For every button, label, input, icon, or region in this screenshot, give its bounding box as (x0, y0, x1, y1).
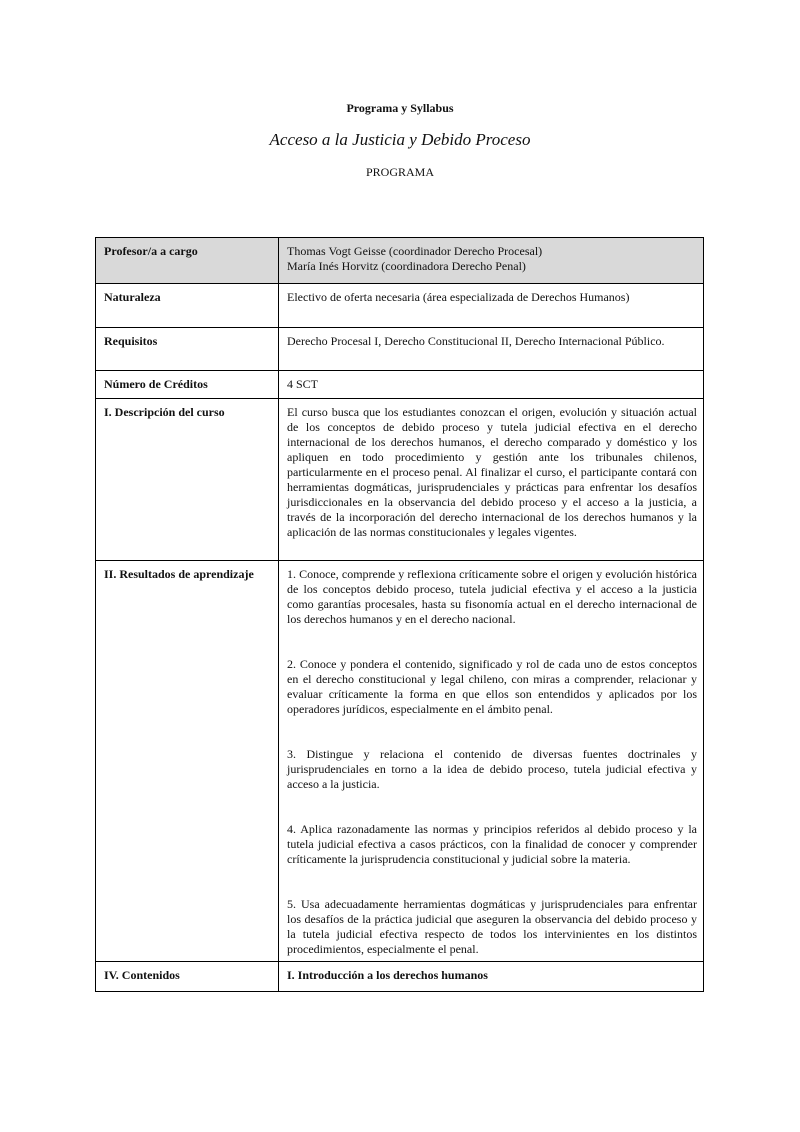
row-naturaleza (96, 284, 704, 328)
row-creditos (96, 371, 704, 399)
professor-2: María Inés Horvitz (coordinadora Derecho Penal) (287, 259, 526, 273)
program-table (95, 237, 704, 992)
row-value: I. Introducción a los derechos humanos (279, 962, 704, 992)
row-label: Naturaleza (96, 284, 279, 328)
row-value (279, 561, 704, 962)
row-contenidos (96, 962, 704, 992)
row-label: II. Resultados de aprendizaje (96, 561, 279, 962)
row-value (279, 238, 704, 284)
learning-outcome: 4. Aplica razonadamente las normas y principios referidos al debido proceso y la tutela judicial efectiva a casos prácticos, con la finalidad de conocer y comprender críticamente la jurisprudencia constitucional y judicial sobre la materia. (287, 822, 697, 866)
row-label: Número de Créditos (96, 371, 279, 399)
row-value: El curso busca que los estudiantes conozcan el origen, evolución y situación actual de los conceptos de debido proceso y tutela judicial efectiva en el derecho internacional de los derechos humanos, el derecho comparado y doméstico y los apliquen en todo procedimiento y gestión ante los tribunales chilenos, particularmente en el proceso penal. Al finalizar el curso, el participante contará con herramientas dogmáticas, jurisprudenciales y prácticas para enfrentar los desafíos jurisdiccionales en la observancia del debido proceso y el acceso a la justicia, a través de la incorporación del derecho internacional de los derechos humanos y la aplicación de las normas constitucionales y legales vigentes. (279, 399, 704, 561)
row-value: 4 SCT (279, 371, 704, 399)
row-label: I. Descripción del curso (96, 399, 279, 561)
professor-1: Thomas Vogt Geisse (coordinador Derecho Procesal) (287, 244, 543, 258)
row-label: Profesor/a a cargo (96, 238, 279, 284)
document-label: Programa y Syllabus (346, 101, 454, 115)
row-value: Electivo de oferta necesaria (área especializada de Derechos Humanos) (279, 284, 704, 328)
learning-outcome: 1. Conoce, comprende y reflexiona críticamente sobre el origen y evolución histórica de los conceptos debido proceso, tutela judicial efectiva y el acceso a la justicia como garantías procesales, hasta su fisonomía actual en el derecho internacional de los derechos humanos y en el derecho nacional. (287, 567, 697, 626)
row-profesor (96, 238, 704, 284)
learning-outcome: 2. Conoce y pondera el contenido, significado y rol de cada uno de estos conceptos en el derecho constitucional y legal chileno, con miras a comprender, relacionar y evaluar críticamente la forma en que ellos son entendidos y aplicados por los operadores jurídicos, especialmente en el ámbito penal. (287, 657, 697, 716)
row-descripcion (96, 399, 704, 561)
learning-outcome: 5. Usa adecuadamente herramientas dogmáticas y jurisprudenciales para enfrentar los desafíos de la práctica judicial que aseguren la observancia del debido proceso y la tutela judicial efectiva respecto de todos los intervinientes en los distintos procedimientos, especialmente el penal. (287, 897, 697, 956)
course-title: Acceso a la Justicia y Debido Proceso (269, 130, 531, 149)
row-label: Requisitos (96, 328, 279, 371)
learning-outcome: 3. Distingue y relaciona el contenido de diversas fuentes doctrinales y jurisprudenciales en torno a la idea de debido proceso, tutela judicial efectiva y acceso a la justicia. (287, 747, 697, 791)
row-requisitos (96, 328, 704, 371)
row-value: Derecho Procesal I, Derecho Constitucional II, Derecho Internacional Público. (279, 328, 704, 371)
section-title: PROGRAMA (365, 165, 434, 179)
row-label: IV. Contenidos (96, 962, 279, 992)
row-resultados (96, 561, 704, 962)
